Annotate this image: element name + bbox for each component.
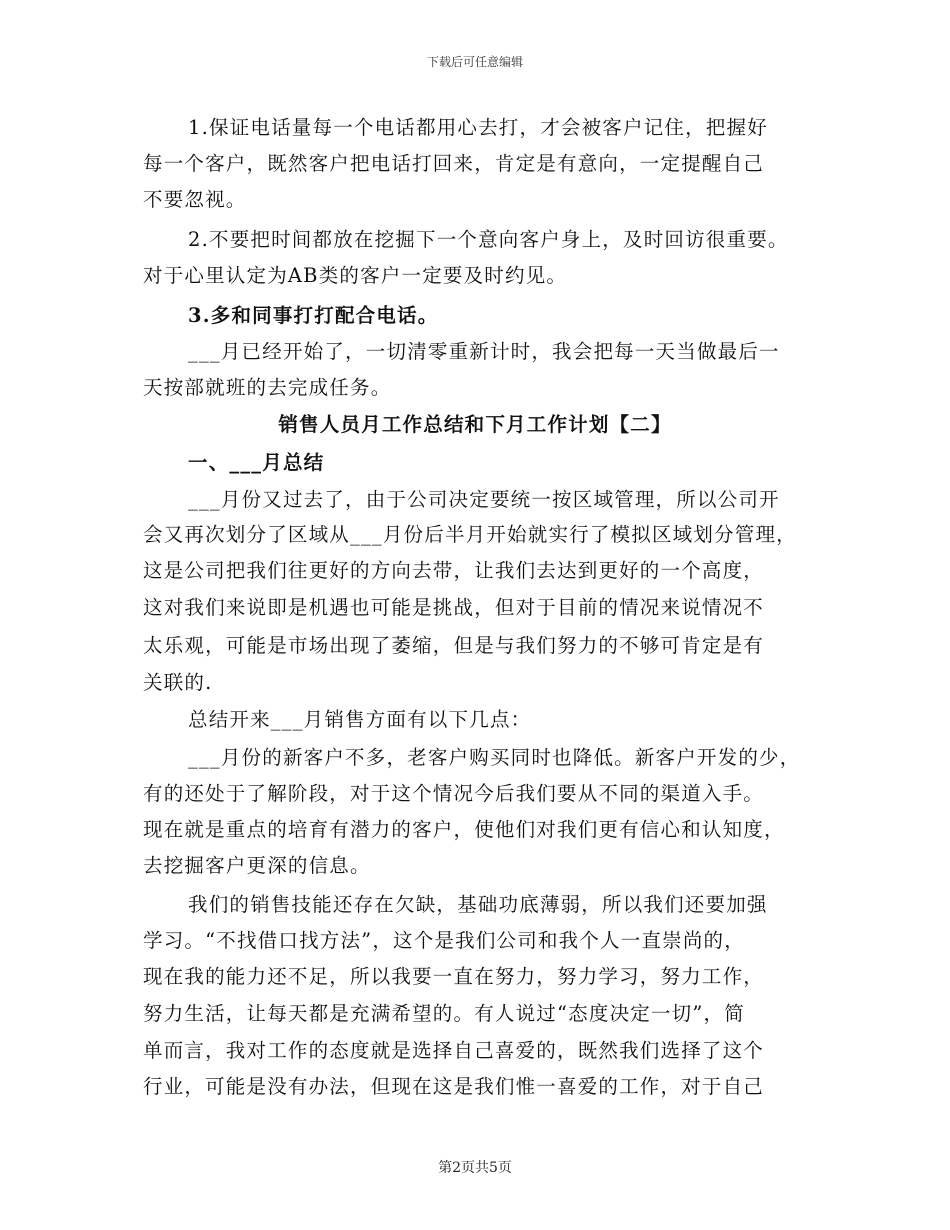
paragraph-line: 我们的销售技能还存在欠缺，基础功底薄弱，所以我们还要加强 — [188, 893, 768, 916]
paragraph-line: 有的还处于了解阶段，对于这个情况今后我们要从不同的渠道入手。 — [143, 782, 765, 805]
paragraph-line: 学习。“不找借口找方法”，这个是我们公司和我个人一直崇尚的， — [143, 929, 745, 952]
section-heading: 一、___月总结 — [188, 451, 325, 474]
paragraph-line: 去挖掘客户更深的信息。 — [143, 854, 371, 877]
paragraph-line: ___月已经开始了，一切清零重新计时，我会把每一天当做最后一 — [188, 340, 780, 363]
paragraph-line: 会又再次划分了区域从___月份后半月开始就实行了模拟区域划分管理， — [143, 523, 797, 546]
paragraph-line: 太乐观，可能是市场出现了萎缩，但是与我们努力的不够可肯定是有 — [143, 634, 765, 657]
paragraph-line: 单而言，我对工作的态度就是选择自己喜爱的，既然我们选择了这个 — [143, 1039, 765, 1062]
page-header: 下载后可任意编辑 — [426, 55, 523, 69]
page-footer: 第2页共5页 — [438, 1160, 512, 1176]
paragraph-line: 对于心里认定为AB类的客户一定要及时约见。 — [143, 264, 568, 287]
paragraph-line: 每一个客户，既然客户把电话打回来，肯定是有意向，一定提醒自己 — [143, 152, 765, 175]
paragraph-line: 努力生活，让每天都是充满希望的。有人说过“态度决定一切”，简 — [143, 1002, 745, 1025]
paragraph-line: 这对我们来说即是机遇也可能是挑战，但对于目前的情况来说情况不 — [143, 596, 765, 619]
paragraph-line: 现在我的能力还不足，所以我要一直在努力，努力学习，努力工作， — [143, 965, 765, 988]
paragraph-line: 行业，可能是没有办法，但现在这是我们惟一喜爱的工作，对于自己 — [143, 1075, 765, 1098]
paragraph-line: 1.保证电话量每一个电话都用心去打，才会被客户记住，把握好 — [188, 116, 768, 139]
list-heading: 3.多和同事打打配合电话。 — [188, 304, 439, 327]
paragraph-line: ___月份又过去了，由于公司决定要统一按区域管理，所以公司开 — [188, 488, 780, 511]
paragraph-line: 2.不要把时间都放在挖掘下一个意向客户身上，及时回访很重要。 — [188, 228, 789, 251]
paragraph-line: 现在就是重点的培育有潜力的客户，使他们对我们更有信心和认知度， — [143, 818, 785, 841]
section-title: 销售人员月工作总结和下月工作计划【二】 — [278, 413, 672, 436]
paragraph-line: 关联的. — [143, 671, 213, 694]
paragraph-line: 不要忽视。 — [143, 188, 247, 211]
paragraph-line: ___月份的新客户不多，老客户购买同时也降低。新客户开发的少， — [188, 746, 801, 769]
paragraph-line: 天按部就班的去完成任务。 — [143, 376, 392, 399]
paragraph-line: 这是公司把我们往更好的方向去带，让我们去达到更好的一个高度， — [143, 559, 765, 582]
paragraph-line: 总结开来___月销售方面有以下几点： — [188, 708, 532, 731]
